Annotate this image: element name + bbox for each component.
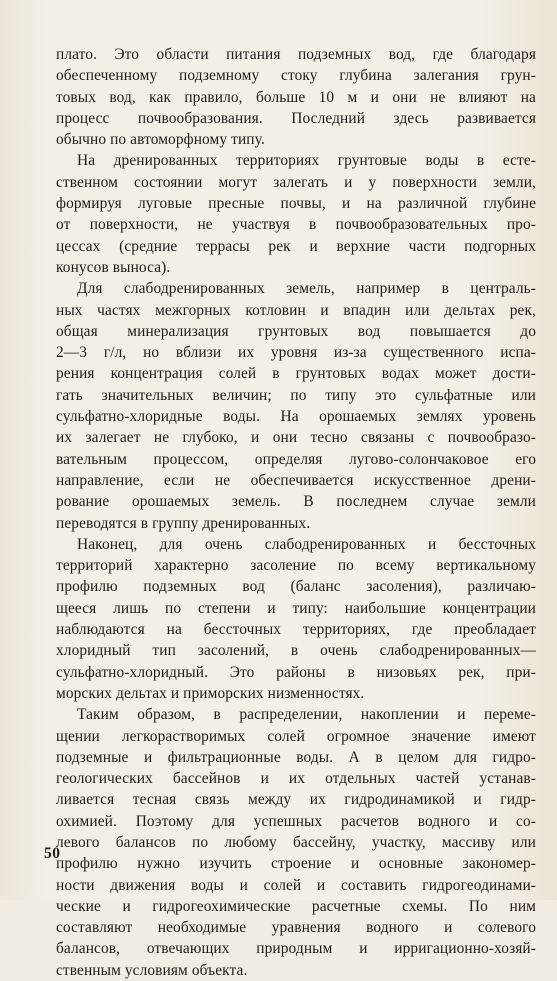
text-line: ственным условиям объекта. xyxy=(56,961,248,979)
text-line: гать значительных величин; по типу это сульфатные или xyxy=(56,386,536,404)
text-line: вательным процессом, определяя лугово-солончаковое его xyxy=(56,450,536,468)
text-line: сульфатно-хлоридные воды. На орошаемых землях уровень xyxy=(56,408,536,426)
body-text xyxy=(56,44,536,981)
text-line: подземные и фильтрационные воды. А в целом для гидро- xyxy=(56,748,536,766)
text-line: направление, если не обеспечивается искусственное дрени- xyxy=(56,471,536,489)
text-line: 2—3 г/л, но вблизи их уровня из-за существенного испа- xyxy=(56,344,536,362)
page-number: 50 xyxy=(44,845,61,862)
text-line: формируя луговые пресные почвы, и на различной глубине xyxy=(56,195,536,213)
text-line: сульфатно-хлоридный. Это районы в низовьях рек, при- xyxy=(56,663,536,681)
text-line: переводятся в группу дренированных. xyxy=(56,514,311,532)
text-line: геологических бассейнов и их отдельных частей устанав- xyxy=(56,770,536,788)
text-line: На дренированных территориях грунтовые воды в есте- xyxy=(77,152,536,170)
text-line: ности движения воды и солей и составить гидрогеодинами- xyxy=(56,876,536,894)
text-line: Наконец, для очень слабодренированных и бессточных xyxy=(77,535,536,553)
text-line: товых вод, как правило, больше 10 м и они не влияют на xyxy=(56,88,536,106)
text-line: профилю подземных вод (баланс засоления), различаю- xyxy=(56,578,536,596)
text-line: ственном состоянии могут залегать и у поверхности земли, xyxy=(56,173,536,191)
text-line: конусов выноса). xyxy=(56,258,171,276)
text-line: обеспеченному подземному стоку глубина залегания грун- xyxy=(56,67,536,85)
text-line: ливается тесная связь между их гидродинамикой и гидр- xyxy=(56,791,536,809)
text-line: цессах (средние террасы рек и верхние части подгорных xyxy=(56,237,536,255)
text-line: рения концентрация солей в грунтовых водах может дости- xyxy=(56,365,536,383)
text-line: Таким образом, в распределении, накоплении и переме- xyxy=(77,706,536,724)
text-line: плато. Это области питания подземных вод, где благодаря xyxy=(56,46,536,63)
text-line: процесс почвообразования. Последний здесь развивается xyxy=(56,109,536,127)
text-line: хлоридный тип засолений, в очень слабодренированных— xyxy=(56,642,536,660)
text-line: щении легкорастворимых солей огромное значение имеют xyxy=(56,727,536,745)
text-line: наблюдаются на бессточных территориях, где преобладает xyxy=(56,621,536,639)
text-line: их залегает не глубоко, и они тесно связаны с почвообразо- xyxy=(56,429,536,447)
text-line: балансов, отвечающих природным и ирригационно-хозяй- xyxy=(56,940,536,958)
text-line: морских дельтах и приморских низменностях. xyxy=(56,684,365,702)
text-line: составляют необходимые уравнения водного и солевого xyxy=(56,919,536,937)
text-line: левого балансов по любому бассейну, участку, массиву или xyxy=(56,833,536,851)
text-line: ческие и гидрогеохимические расчетные схемы. По ним xyxy=(56,897,536,915)
text-line: обычно по автоморфному типу. xyxy=(56,131,265,149)
text-line: рование орошаемых земель. В последнем случае земли xyxy=(56,493,536,511)
text-line: территорий характерно засоление по всему вертикальному xyxy=(56,557,536,575)
text-line: от поверхности, не участвуя в почвообразовательных про- xyxy=(56,216,536,234)
text-line: профилю нужно изучить строение и основные закономер- xyxy=(56,855,536,873)
text-line: общая минерализация грунтовых вод повышается до xyxy=(56,322,536,340)
text-line: Для слабодренированных земель, например в централь- xyxy=(77,280,536,298)
text-line: ных частях межгорных котловин и впадин или дельтах рек, xyxy=(56,301,536,319)
text-line: охимией. Поэтому для успешных расчетов водного и со- xyxy=(56,812,536,830)
text-line: щееся лишь по степени и типу: наибольшие концентрации xyxy=(56,599,536,617)
